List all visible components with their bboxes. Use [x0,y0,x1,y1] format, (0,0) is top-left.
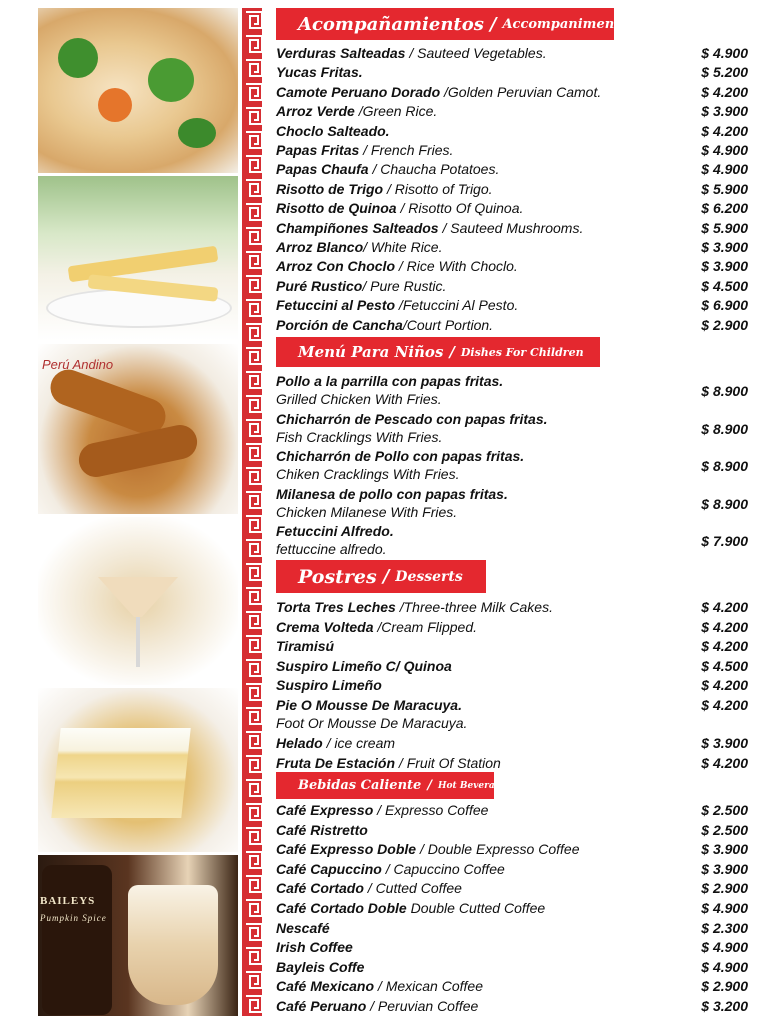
menu-item [276,657,776,675]
item-name: Risotto de Trigo [276,180,384,197]
item-price: $ 2.900 [701,880,748,897]
item-name: Pollo a la parrilla con papas fritas. [276,373,504,389]
item-price: $ 4.500 [701,277,748,294]
carrot-shape [98,88,132,122]
menu-item [276,180,776,198]
menu-item [276,44,776,62]
item-name: Papas Chaufa [276,161,369,178]
item-price: $ 8.900 [701,420,748,437]
item-description: / Capuccino Coffee [381,860,505,877]
item-price: $ 2.500 [701,821,748,838]
item-price: $ 4.200 [701,754,748,771]
menu-item [276,801,776,819]
item-price: $ 8.900 [701,383,748,399]
item-translation: Chiken Cracklings With Fries. [276,466,460,482]
menu-item [276,238,776,256]
menu-item [276,485,776,521]
item-price: $ 8.900 [701,458,748,474]
menu-item [276,997,776,1015]
cake-slice-shape [51,728,190,818]
item-description: / Mexican Coffee [374,978,483,995]
item-name: Papas Fritas [276,142,360,158]
item-name: Verduras Salteadas [276,45,406,61]
section-title-es: Postres [298,565,377,588]
menu-item [276,958,776,976]
item-price: $ 3.900 [701,103,748,120]
item-price: $ 5.200 [701,64,748,81]
item-price: $ 3.900 [701,735,748,751]
item-name: Fetuccini Alfredo. [276,523,394,539]
restaurant-logo: Perú Andino [42,357,114,372]
section-title-es: Bebidas Caliente [298,778,422,793]
section-title-en: Dishes For Children [460,345,584,359]
menu-item [276,372,776,408]
menu-item [276,410,776,446]
yuca-fries-photo [38,176,238,341]
bottle-label: BAILEYS [40,895,96,907]
section-separator: / [382,566,390,587]
menu-item [276,860,776,878]
item-name: Suspiro Limeño C/ Quinoa [276,657,452,674]
item-description: /Three-three Milk Cakes. [395,599,553,615]
item-price: $ 4.900 [701,161,748,178]
section-separator: / [449,343,455,361]
item-price: $ 3.200 [701,998,748,1014]
broccoli-shape [58,38,98,78]
item-description: / Peruvian Coffee [366,998,479,1014]
broccoli-shape [148,58,194,102]
menu-item [276,676,776,694]
item-price: $ 4.200 [701,618,748,635]
menu-column [276,0,776,1024]
menu-item [276,122,776,140]
tres-leches-cake-photo [38,688,238,852]
menu-item [276,277,776,295]
item-translation: Foot Or Mousse De Maracuya. [276,714,468,731]
item-description: /Golden Peruvian Camot. [440,83,602,100]
dessert-glass-photo [38,517,238,685]
menu-item [276,598,776,616]
item-description: /Fetuccini Al Pesto. [395,297,519,314]
section-separator: / [427,778,433,793]
chicken-shape [45,365,170,440]
section-title-en: Desserts [395,568,463,585]
item-price: $ 4.900 [701,900,748,916]
menu-item [276,696,776,732]
menu-item [276,821,776,839]
menu-item [276,879,776,897]
item-price: $ 4.200 [701,122,748,139]
item-name: Tiramisú [276,638,335,654]
item-description: /Court Portion. [402,316,494,333]
baileys-coffee-photo [38,855,238,1016]
menu-item [276,618,776,636]
menu-item [276,919,776,937]
item-price: $ 4.200 [701,638,748,654]
item-description: / Rice With Choclo. [395,258,518,275]
item-name: Café Cortado Doble [276,900,407,916]
item-name: Camote Peruano Dorado [276,83,441,100]
item-description: / Sauteed Vegetables. [405,45,547,61]
item-name: Yucas Fritas. [276,64,363,81]
coffee-cup-shape [128,885,218,1005]
section-title-en: Accompaniments. [502,16,633,32]
menu-item [276,257,776,275]
greek-key-pattern [242,8,266,1016]
menu-item [276,447,776,483]
item-price: $ 4.900 [701,45,748,61]
item-name: Torta Tres Leches [276,599,396,615]
item-price: $ 5.900 [701,219,748,236]
greek-key-border [240,8,264,1016]
item-name: Chicharrón de Pescado con papas fritas. [276,410,548,427]
item-name: Milanesa de pollo con papas fritas. [276,485,508,502]
item-price: $ 7.900 [701,533,748,549]
menu-item [276,522,776,558]
item-price: $ 2.900 [701,316,748,333]
chicken-fries-photo [38,344,238,514]
menu-item [276,296,776,314]
item-price: $ 2.900 [701,978,748,995]
section-header-hot-beverages [276,772,512,799]
item-price: $ 4.500 [701,657,748,674]
menu-item [276,977,776,995]
item-name: Café Expresso [276,802,374,818]
item-name: Arroz Con Choclo [276,258,395,275]
bottle-shape [42,865,112,1015]
section-separator: / [489,13,497,35]
menu-item [276,63,776,81]
item-price: $ 6.200 [701,200,748,217]
item-name: Café Expresso Doble [276,841,417,858]
item-description: / White Rice. [363,239,443,255]
menu-item [276,734,776,752]
item-name: Arroz Verde [276,103,355,120]
item-name: Porción de Cancha [276,316,403,333]
item-price: $ 3.900 [701,239,748,255]
menu-item [276,199,776,217]
item-translation: Grilled Chicken With Fries. [276,391,442,407]
item-name: Café Ristretto [276,821,368,838]
item-name: Nescafé [276,919,330,936]
item-price: $ 4.200 [701,599,748,615]
item-translation: Chicken Milanese With Fries. [276,503,458,520]
section-title-es: Acompañamientos [298,13,484,35]
item-price: $ 4.900 [701,939,748,956]
section-title-es: Menú Para Niños [298,343,444,361]
broccoli-shape [178,118,216,148]
item-name: Irish Coffee [276,939,353,956]
item-name: Fetuccini al Pesto [276,297,396,314]
item-name: Café Cortado [276,880,364,897]
item-name: Fruta De Estación [276,754,396,771]
item-name: Café Peruano [276,998,367,1014]
item-description: / Fruit Of Station [395,754,501,771]
item-price: $ 4.200 [701,677,748,693]
menu-item [276,141,776,159]
menu-item [276,754,776,772]
martini-glass-shape [98,577,178,617]
item-name: Choclo Salteado. [276,122,390,139]
item-description: / Sauteed Mushrooms. [438,219,584,236]
item-name: Café Capuccino [276,860,382,877]
item-price: $ 3.900 [701,860,748,877]
menu-item [276,102,776,120]
section-header-accompaniments [276,8,633,40]
item-description: / Expresso Coffee [373,802,489,818]
item-description: / Risotto Of Quinoa. [396,200,524,217]
item-description: / Cutted Coffee [363,880,462,897]
item-name: Café Mexicano [276,978,375,995]
section-header-kids-menu [276,337,600,367]
item-name: Helado [276,735,323,751]
bottle-sublabel: Pumpkin Spice [40,913,107,923]
item-name: Champiñones Salteados [276,219,439,236]
menu-item [276,316,776,334]
item-description: / Risotto of Trigo. [383,180,493,197]
item-price: $ 2.500 [701,802,748,818]
sauteed-vegetables-photo [38,8,238,173]
item-description: Double Cutted Coffee [406,900,546,916]
item-price: $ 6.900 [701,297,748,314]
item-price: $ 2.300 [701,919,748,936]
item-translation: Fish Cracklings With Fries. [276,428,443,445]
item-description: / Chaucha Potatoes. [368,161,500,178]
item-description: /Cream Flipped. [373,618,477,635]
photo-column [38,8,238,1016]
item-name: Chicharrón de Pollo con papas fritas. [276,448,525,464]
item-name: Bayleis Coffe [276,958,365,975]
item-price: $ 4.200 [701,696,748,713]
section-title-en: Hot Beverages [438,780,512,791]
item-price: $ 8.900 [701,495,748,512]
item-description: / Double Expresso Coffee [416,841,580,858]
menu-item [276,83,776,101]
item-price: $ 4.900 [701,958,748,975]
item-price: $ 5.900 [701,180,748,197]
item-price: $ 3.900 [701,841,748,858]
item-name: Pie O Mousse De Maracuya. [276,696,462,713]
item-description: / Pure Rustic. [362,277,447,294]
menu-item [276,219,776,237]
section-header-desserts [276,560,486,593]
item-price: $ 4.900 [701,142,748,158]
menu-item [276,899,776,917]
menu-item [276,160,776,178]
item-description: /Green Rice. [354,103,438,120]
menu-item [276,637,776,655]
menu-item [276,938,776,956]
item-price: $ 4.200 [701,83,748,100]
item-name: Crema Volteda [276,618,374,635]
glass-stem-shape [136,617,140,667]
item-translation: fettuccine alfredo. [276,541,387,557]
item-description: / ice cream [322,735,396,751]
item-name: Puré Rustico [276,277,363,294]
item-price: $ 3.900 [701,258,748,275]
item-description: / French Fries. [359,142,454,158]
item-name: Arroz Blanco [276,239,364,255]
item-name: Suspiro Limeño [276,677,382,693]
item-name: Risotto de Quinoa [276,200,397,217]
menu-item [276,840,776,858]
